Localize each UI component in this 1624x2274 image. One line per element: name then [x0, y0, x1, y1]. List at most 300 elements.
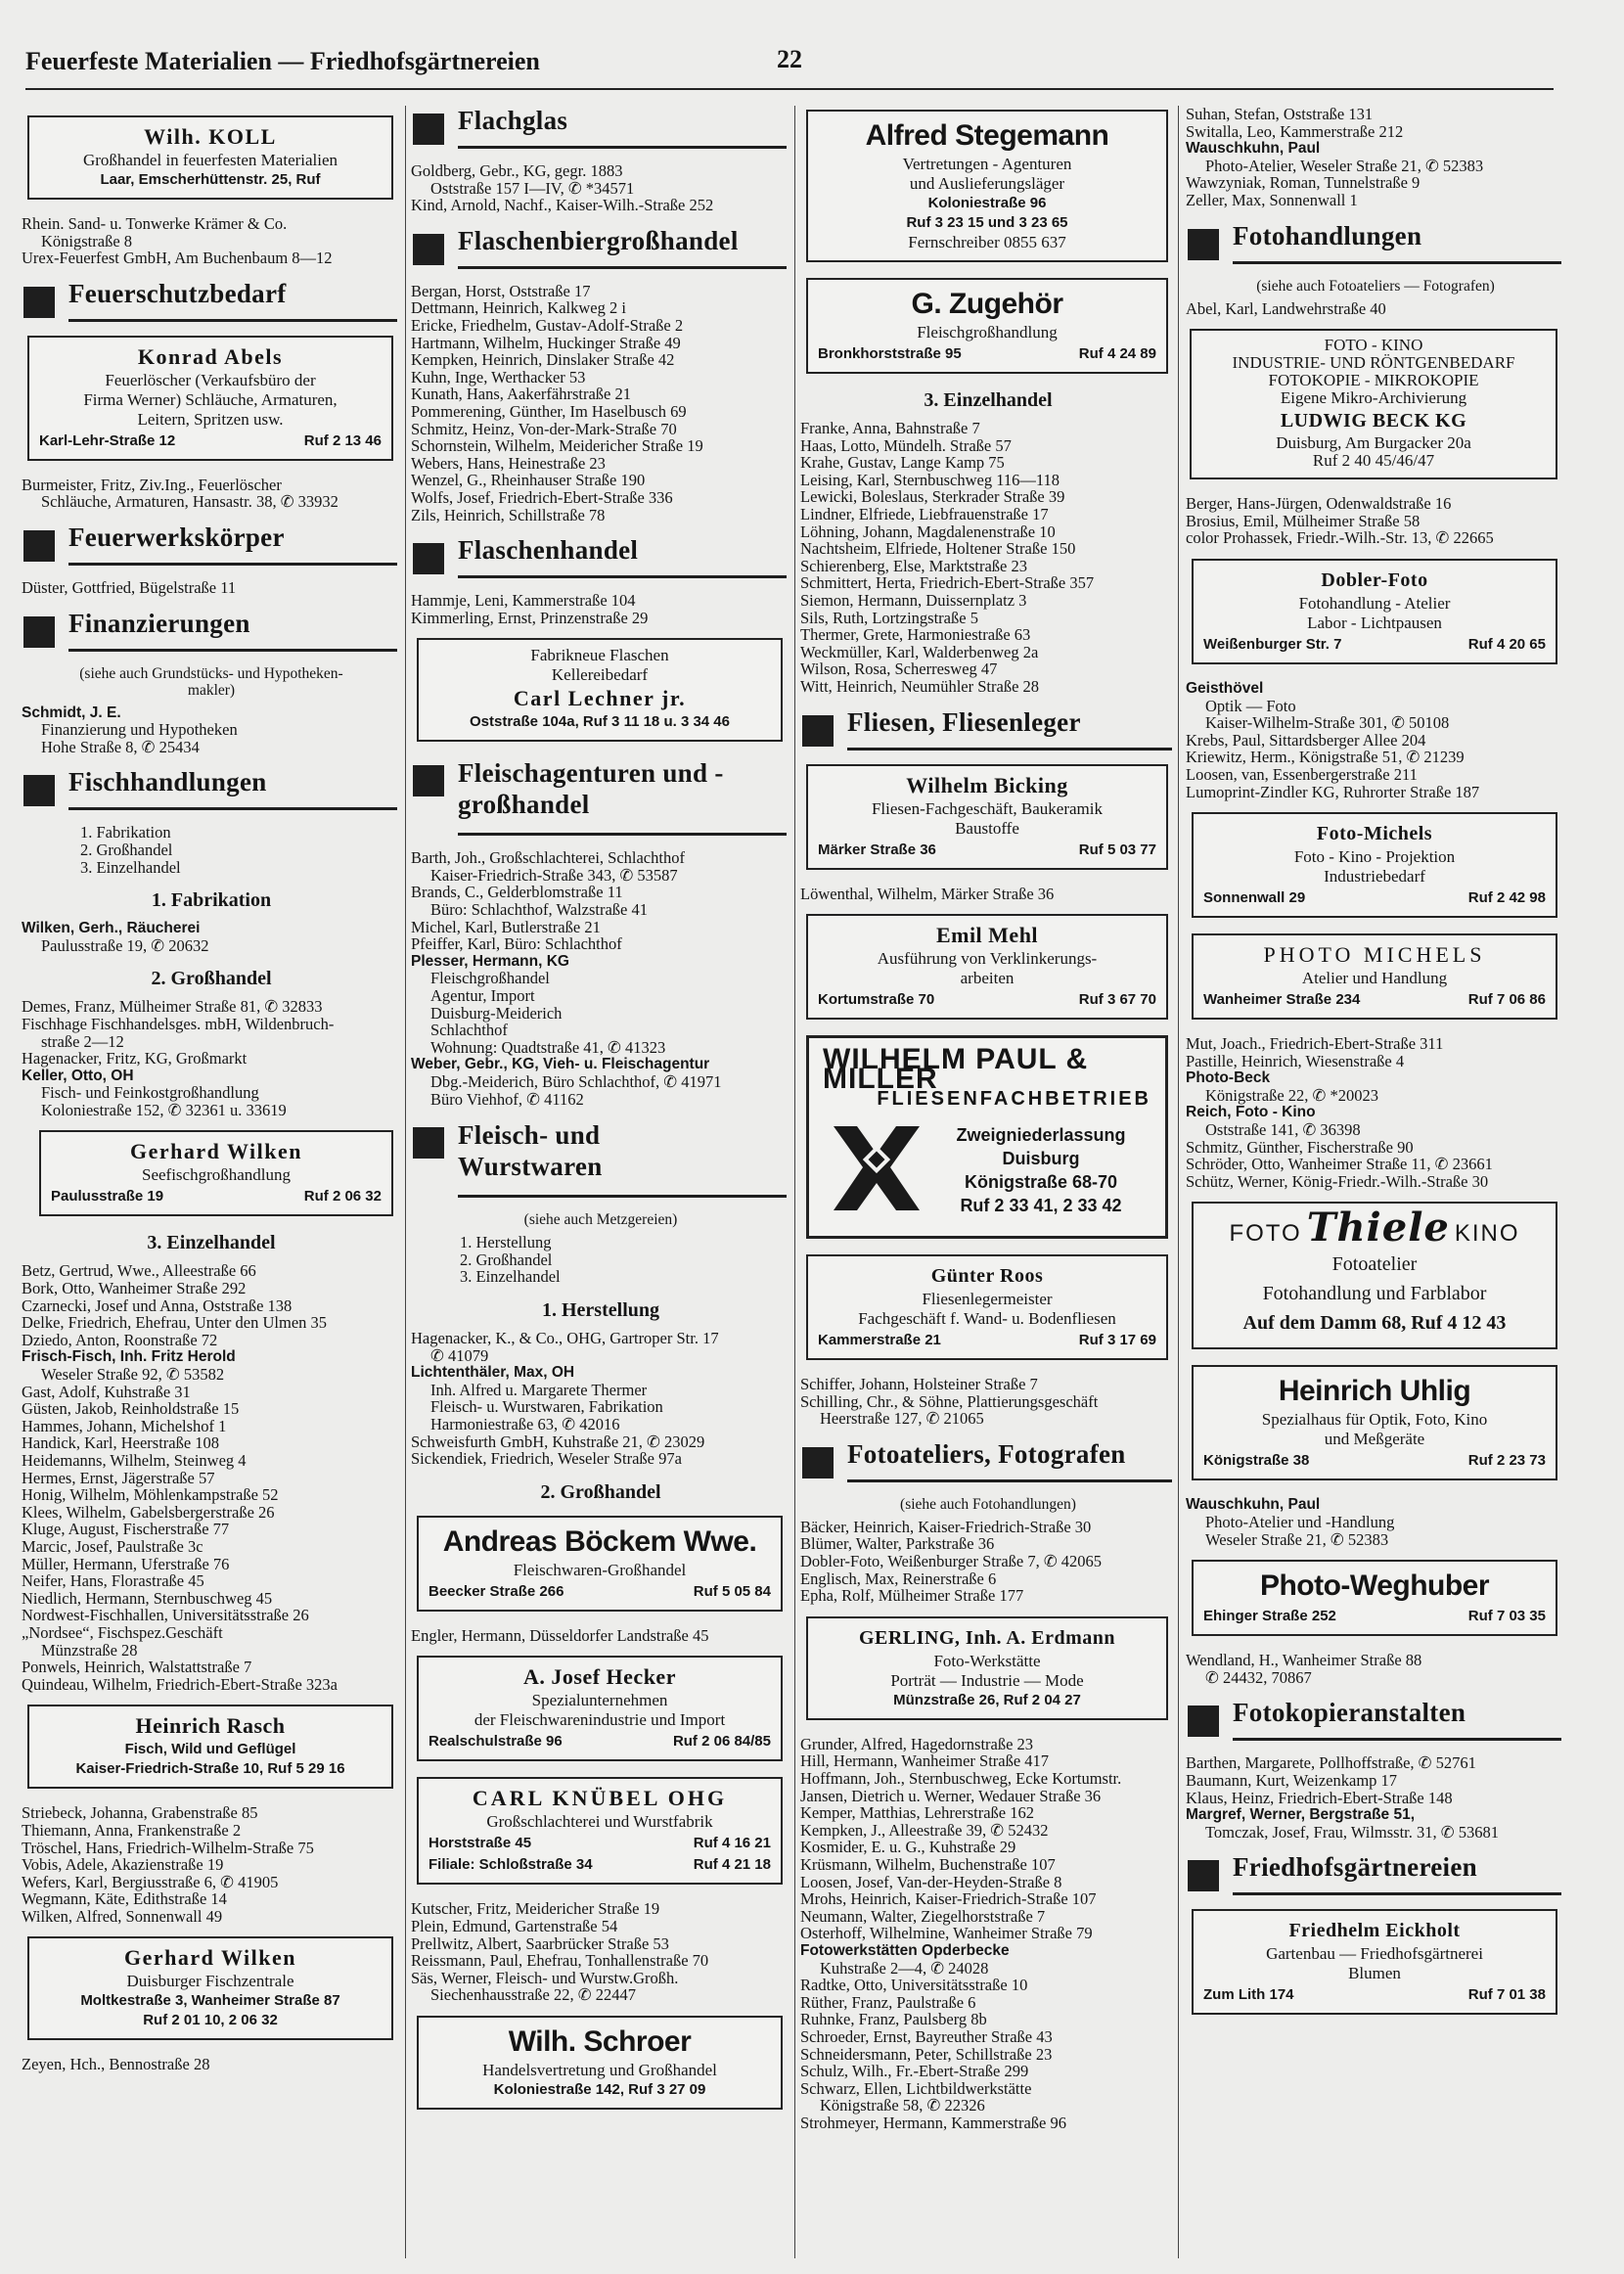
entry-list: [1186, 1754, 1565, 1841]
entry-line: Wenzel, G., Rheinhauser Straße 190: [411, 471, 646, 490]
section-heading: [1186, 1698, 1565, 1743]
ad-phone: Ruf 2 33 41, 2 33 42: [960, 1196, 1122, 1216]
entry-line: Blümer, Walter, Parkstraße 36: [800, 1534, 995, 1554]
entry-line: Nordwest-Fischhallen, Universitätsstraße 26: [22, 1606, 309, 1625]
ad-line: Ausführung von Verklinkerungs-: [877, 949, 1098, 969]
ad-eickholt: [1192, 1909, 1557, 2015]
entry-line: Schröder, Otto, Wanheimer Straße 11, ✆ 23661: [1186, 1155, 1493, 1174]
column-rule: [405, 106, 406, 2258]
section-heading: [411, 226, 790, 271]
ad-line: Kellereibedarf: [551, 665, 649, 685]
entry-continuation: Optik — Foto: [1205, 696, 1296, 715]
ad-line: Gartenbau — Friedhofsgärtnerei: [1266, 1944, 1483, 1964]
entry-line: Prellwitz, Albert, Saarbrücker Straße 53: [411, 1933, 669, 1953]
entry-line: Schütz, Werner, König-Friedr.-Wilh.-Straße 30: [1186, 1171, 1489, 1191]
ad-line: Atelier und Handlung: [1301, 969, 1448, 988]
ad-line: Großschlachterei und Wurstfabrik: [486, 1812, 713, 1832]
entry-line: Hermes, Ernst, Jägerstraße 57: [22, 1468, 215, 1487]
entry-line: Radtke, Otto, Universitätsstraße 10: [800, 1976, 1028, 1995]
section-title: Finanzierungen: [68, 608, 250, 638]
section-title: Fischhandlungen: [68, 767, 267, 797]
entry-line: Thiemann, Anna, Frankenstraße 2: [22, 1820, 242, 1840]
entry-line: Heidemanns, Wilhelm, Steinweg 4: [22, 1451, 247, 1470]
entry-line: Wilson, Rosa, Scherresweg 47: [800, 659, 998, 679]
ad-address: Zum Lith 174: [1203, 1986, 1294, 2004]
ad-phone: Ruf 7 01 38: [1467, 1986, 1546, 2004]
entry-continuation: Wohnung: Quadtstraße 41, ✆ 41323: [430, 1037, 666, 1057]
ad-photo-michels: [1192, 933, 1557, 1020]
section-heading: [22, 279, 401, 324]
ad-line: Baustoffe: [955, 818, 1019, 838]
entry-line: Sils, Ruth, Lortzingstraße 5: [800, 608, 978, 627]
ad-mehl: [806, 914, 1168, 1020]
subsection-list: [22, 824, 401, 876]
subsection-title: 3. Einzelhandel: [924, 389, 1053, 411]
entry-continuation: Königstraße 22, ✆ *20023: [1205, 1085, 1378, 1105]
ad-name: WILHELM PAUL & MILLER: [823, 1043, 1089, 1096]
entry-list: [800, 1736, 1176, 2132]
ad-phone: Ruf 4 21 18: [693, 1856, 771, 1874]
entry-line: Ericke, Friedhelm, Gustav-Adolf-Straße 2: [411, 315, 684, 335]
ad-name: Heinrich Uhlig: [1278, 1375, 1471, 1408]
entry-line: Grunder, Alfred, Hagedornstraße 23: [800, 1734, 1034, 1753]
ad-name: Wilhelm Bicking: [906, 772, 1068, 797]
entry-line: Säs, Werner, Fleisch- und Wurstw.Großh.: [411, 1968, 679, 1987]
ad-name: PHOTO MICHELS: [1263, 942, 1486, 968]
entry-line: Bork, Otto, Wanheimer Straße 292: [22, 1279, 247, 1298]
section-title: Flachglas: [458, 106, 568, 135]
entry-line: Dobler-Foto, Weißenburger Straße 7, ✆ 42065: [800, 1552, 1103, 1571]
ad-address: Königstraße 38: [1203, 1452, 1310, 1470]
entry-line: Striebeck, Johanna, Grabenstraße 85: [22, 1803, 258, 1823]
ad-phone: Ruf 7 03 35: [1467, 1608, 1546, 1625]
entry-list: [411, 849, 790, 1108]
entry-line: Neifer, Hans, Florastraße 45: [22, 1571, 204, 1591]
entry-list: [800, 886, 1176, 903]
entry-list: [22, 579, 401, 597]
entry-line: Keller, Otto, OH: [22, 1067, 134, 1084]
entry-line: Bäcker, Heinrich, Kaiser-Friedrich-Straße 30: [800, 1517, 1092, 1536]
ad-name: CARL KNÜBEL OHG: [472, 1786, 728, 1811]
entry-continuation: Heerstraße 127, ✆ 21065: [820, 1409, 984, 1429]
ad-address: Horststraße 45: [429, 1835, 532, 1852]
entry-line: Neumann, Walter, Ziegelhorststraße 7: [800, 1906, 1046, 1926]
entry-line: Krüsmann, Wilhelm, Buchenstraße 107: [800, 1855, 1056, 1874]
entry-line: Lichtenthäler, Max, OH: [411, 1364, 575, 1382]
column-1: [22, 106, 401, 2258]
column-rule: [794, 106, 795, 2258]
entry-line: Wendland, H., Wanheimer Straße 88: [1186, 1651, 1422, 1670]
ad-name: Wilh. Schroer: [508, 2024, 692, 2058]
entry-list: [22, 215, 401, 267]
entry-line: Berger, Hans-Jürgen, Odenwaldstraße 16: [1186, 494, 1452, 514]
entry-list: [1186, 1496, 1565, 1548]
entry-line: Schornstein, Wilhelm, Meidericher Straße 19: [411, 436, 703, 456]
ad-line: Fabrikneue Flaschen: [530, 646, 669, 665]
section-heading: [800, 1439, 1176, 1484]
ad-roos: [806, 1254, 1168, 1360]
ad-stegemann: [806, 110, 1168, 262]
ad-address: Filiale: Schloßstraße 34: [429, 1856, 593, 1874]
ad-line: Fotohandlung - Atelier: [1298, 593, 1451, 613]
entry-continuation: Hohe Straße 8, ✆ 25434: [41, 737, 200, 756]
entry-list: [22, 2056, 401, 2073]
entry-continuation: ✆ 41079: [430, 1345, 489, 1365]
ad-koll: [27, 115, 393, 200]
ad-name: Dobler-Foto: [1321, 568, 1428, 591]
header-title: Feuerfeste Materialien — Friedhofsgärtnereien: [25, 47, 540, 75]
entry-line: Goldberg, Gebr., KG, gegr. 1883: [411, 161, 623, 180]
section-heading: [1186, 221, 1565, 266]
ad-line: Fachgeschäft f. Wand- u. Bodenfliesen: [858, 1309, 1116, 1329]
entry-line: Kluge, August, Fischerstraße 77: [22, 1520, 230, 1539]
entry-line: Hagenacker, Fritz, KG, Großmarkt: [22, 1049, 248, 1069]
entry-list: [22, 477, 401, 511]
entry-list: [22, 998, 401, 1118]
ad-phone: Ruf 2 06 32: [303, 1188, 382, 1205]
entry-line: Plein, Edmund, Gartenstraße 54: [411, 1916, 618, 1935]
entry-list: [1186, 495, 1565, 547]
entry-line: Burmeister, Fritz, Ziv.Ing., Feuerlöscher: [22, 475, 282, 494]
entry-line: Pastille, Heinrich, Wiesenstraße 4: [1186, 1051, 1405, 1070]
entry-list: [411, 283, 790, 523]
entry-line: Brosius, Emil, Mülheimer Straße 58: [1186, 511, 1421, 530]
entry-line: Handick, Karl, Heerstraße 108: [22, 1433, 220, 1453]
ad-line: und Meßgeräte: [1324, 1430, 1425, 1449]
column-4: [1186, 106, 1565, 2258]
section-title: Flaschenbiergroßhandel: [458, 225, 739, 255]
entry-list: [22, 1262, 401, 1693]
ad-line: Großhandel in feuerfesten Materialien: [82, 151, 338, 169]
ad-line: Industriebedarf: [1324, 867, 1425, 887]
entry-line: Niedlich, Hermann, Sternbuschweg 45: [22, 1588, 273, 1608]
entry-line: Czarnecki, Josef und Anna, Oststraße 138: [22, 1296, 293, 1315]
entry-list: [22, 1804, 401, 1925]
section-heading: [411, 757, 790, 838]
entry-line: „Nordsee“, Fischspez.Geschäft: [22, 1622, 223, 1642]
section-title: Feuerschutzbedarf: [68, 278, 287, 308]
entry-line: Frisch-Fisch, Inh. Fritz Herold: [22, 1348, 236, 1366]
ad-address: Kammerstraße 21: [818, 1332, 941, 1349]
ad-phone: Ruf 4 16 21: [693, 1835, 771, 1852]
ad-address: Ehinger Straße 252: [1203, 1608, 1336, 1625]
entry-line: 1. Herstellung: [460, 1233, 552, 1252]
section-title: Flaschenhandel: [458, 535, 639, 566]
entry-line: Mut, Joach., Friedrich-Ebert-Straße 311: [1186, 1034, 1444, 1054]
entry-line: Strohmeyer, Hermann, Kammerstraße 96: [800, 2113, 1066, 2132]
cross-reference-note: (siehe auch Fotoateliers — Fotografen): [1256, 277, 1495, 295]
entry-list: [1186, 1035, 1565, 1190]
ad-schroer: [417, 2016, 783, 2110]
ad-thiele: [1192, 1202, 1557, 1349]
entry-line: Krahe, Gustav, Lange Kamp 75: [800, 453, 1005, 473]
tile-logo-icon: [823, 1116, 930, 1224]
ad-abels: [27, 336, 393, 461]
entry-line: Englisch, Max, Reinerstraße 6: [800, 1569, 997, 1588]
entry-continuation: Photo-Atelier und -Handlung: [1205, 1513, 1395, 1532]
ad-name: Foto-Michels: [1316, 823, 1433, 845]
section-title: Fleisch- und Wurstwaren: [458, 1120, 603, 1182]
ad-rasch: [27, 1705, 393, 1789]
section-heading: [22, 609, 401, 654]
entry-continuation: Photo-Atelier, Weseler Straße 21, ✆ 52383: [1205, 156, 1484, 175]
entry-line: Schroeder, Ernst, Bayreuther Straße 43: [800, 2026, 1053, 2046]
ad-line: Foto - Kino - Projektion: [1293, 847, 1456, 867]
entry-continuation: Büro Viehhof, ✆ 41162: [430, 1089, 584, 1109]
entry-line: Kempken, J., Alleestraße 39, ✆ 52432: [800, 1820, 1049, 1840]
entry-line: 2. Großhandel: [80, 840, 173, 859]
entry-continuation: Kaiser-Friedrich-Straße 343, ✆ 53587: [430, 865, 678, 885]
ad-line: FOTO - KINO: [1324, 336, 1423, 355]
entry-line: Haas, Lotto, Mündelh. Straße 57: [800, 435, 1012, 455]
entry-continuation: Büro: Schlachthof, Walzstraße 41: [430, 900, 648, 920]
ad-line: Fotoatelier: [1331, 1253, 1418, 1276]
cross-reference-note: (siehe auch Metzgereien): [523, 1211, 678, 1229]
entry-line: Epha, Rolf, Mülheimer Straße 177: [800, 1586, 1024, 1606]
ad-weghuber: [1192, 1560, 1557, 1636]
entry-line: Güsten, Jakob, Reinholdstraße 15: [22, 1399, 240, 1419]
ad-name: Emil Mehl: [935, 923, 1039, 948]
section-heading: [1186, 1852, 1565, 1897]
entry-list: [22, 920, 401, 954]
ad-phone: Ruf 5 05 84: [693, 1582, 771, 1600]
ad-line: Fliesen-Fachgeschäft, Baukeramik: [871, 798, 1104, 818]
ad-phone: Ruf 3 17 69: [1078, 1332, 1156, 1349]
entry-line: Wolfs, Josef, Friedrich-Ebert-Straße 336: [411, 487, 673, 507]
ad-address: Wanheimer Straße 234: [1203, 991, 1361, 1009]
ad-address: Kortumstraße 70: [818, 991, 935, 1009]
ad-line: Firma Werner) Schläuche, Armaturen,: [83, 389, 338, 409]
entry-line: Schweisfurth GmbH, Kuhstraße 21, ✆ 23029: [411, 1432, 705, 1451]
ad-uhlig: [1192, 1365, 1557, 1480]
entry-line: Fotowerkstätten Opderbecke: [800, 1941, 1010, 1959]
entry-line: Kosmider, E. u. G., Kuhstraße 29: [800, 1838, 1016, 1857]
ad-address: Karl-Lehr-Straße 12: [39, 432, 176, 449]
ad-name: G. Zugehör: [911, 288, 1063, 320]
entry-line: Ruhnke, Franz, Paulsberg 8b: [800, 2010, 987, 2029]
entry-list: [800, 1519, 1176, 1605]
ad-line: Blumen: [1348, 1964, 1401, 1983]
entry-line: Demes, Franz, Mülheimer Straße 81, ✆ 32833: [22, 997, 323, 1017]
ad-phone: Ruf 3 67 70: [1078, 991, 1156, 1009]
entry-list: [411, 1900, 790, 2004]
ad-line: Fotohandlung und Farblabor: [1262, 1283, 1487, 1305]
entry-line: Vobis, Adele, Akazienstraße 19: [22, 1855, 224, 1875]
entry-line: Kemper, Matthias, Lehrerstraße 162: [800, 1803, 1034, 1823]
entry-line: Fischhage Fischhandelsges. mbH, Wildenbruch-: [22, 1014, 335, 1033]
entry-continuation: Königstraße 58, ✆ 22326: [820, 2096, 985, 2115]
entry-line: Schiffer, Johann, Holsteiner Straße 7: [800, 1375, 1038, 1394]
subsection-list: [411, 1234, 790, 1286]
ad-phone: Ruf 2 40 45/46/47: [1312, 451, 1435, 471]
entry-line: Kimmerling, Ernst, Prinzenstraße 29: [411, 608, 649, 627]
entry-line: Betz, Gertrud, Wwe., Alleestraße 66: [22, 1261, 256, 1281]
entry-line: Schmittert, Herta, Friedrich-Ebert-Straße 357: [800, 573, 1095, 593]
ad-address: Märker Straße 36: [818, 841, 936, 858]
entry-continuation: Kaiser-Wilhelm-Straße 301, ✆ 50108: [1205, 713, 1450, 733]
entry-line: Lindner, Elfriede, Liebfrauenstraße 17: [800, 504, 1049, 523]
entry-continuation: ✆ 24432, 70867: [1205, 1667, 1312, 1687]
entry-line: Hill, Hermann, Wanheimer Straße 417: [800, 1751, 1050, 1771]
entry-continuation: Agentur, Import: [430, 986, 535, 1006]
section-title: Fotohandlungen: [1233, 220, 1422, 250]
ad-line: Porträt — Industrie — Mode: [890, 1670, 1084, 1690]
entry-line: Webers, Hans, Heinestraße 23: [411, 453, 606, 473]
entry-line: Wilken, Gerh., Räucherei: [22, 920, 201, 937]
ad-wilhelm-paul-miller: [806, 1035, 1168, 1239]
section-title: Fotoateliers, Fotografen: [847, 1438, 1126, 1469]
ad-address: Moltkestraße 3, Wanheimer Straße 87: [80, 1992, 340, 2010]
section-title: Fleischagenturen und -großhandel: [458, 758, 724, 820]
ad-line: Handelsvertretung und Großhandel: [482, 2060, 717, 2079]
ad-address: Laar, Emscherhüttenstr. 25, Ruf: [100, 171, 321, 188]
ad-name: Alfred Stegemann: [865, 119, 1109, 152]
entry-line: Schmitz, Heinz, Von-der-Mark-Straße 70: [411, 419, 677, 438]
entry-line: Nachtsheim, Elfriede, Holtener Straße 150: [800, 539, 1076, 559]
cross-reference-note: (siehe auch Fotohandlungen): [900, 1495, 1076, 1513]
ad-phone: Ruf 2 13 46: [303, 432, 382, 449]
entry-line: Photo-Beck: [1186, 1069, 1271, 1087]
entry-line: Urex-Feuerfest GmbH, Am Buchenbaum 8—12: [22, 249, 333, 268]
entry-list: [411, 1627, 790, 1645]
ad-name: Friedhelm Eickholt: [1288, 1920, 1461, 1942]
section-heading: [411, 1119, 790, 1200]
entry-continuation: Tomczak, Josef, Frau, Wilmsstr. 31, ✆ 53681: [1205, 1822, 1499, 1842]
entry-list: [1186, 680, 1565, 800]
ad-name: GERLING, Inh. A. Erdmann: [858, 1626, 1116, 1649]
entry-line: Hagenacker, K., & Co., OHG, Gartroper Str. 17: [411, 1328, 719, 1347]
entry-continuation: Fleischgroßhandel: [430, 969, 550, 988]
entry-line: 3. Einzelhandel: [460, 1267, 561, 1287]
entry-line: Mrohs, Heinrich, Kaiser-Friedrich-Straße 107: [800, 1889, 1097, 1909]
ad-wilken: [39, 1130, 393, 1216]
ad-tagline: FLIESENFACHBETRIEB: [877, 1088, 1151, 1111]
ad-address: Münzstraße 26, Ruf 2 04 27: [893, 1691, 1081, 1708]
entry-line: Rüther, Franz, Paulstraße 6: [800, 1992, 976, 2012]
subsection-title: 2. Großhandel: [540, 1480, 661, 1503]
entry-line: Wauschkuhn, Paul: [1186, 140, 1321, 158]
column-rule: [1178, 106, 1179, 2258]
entry-line: Baumann, Kurt, Weizenkamp 17: [1186, 1771, 1398, 1790]
entry-line: Kutscher, Fritz, Meidericher Straße 19: [411, 1899, 660, 1919]
subsection-title: 1. Herstellung: [542, 1298, 659, 1321]
ad-name: Günter Roos: [930, 1265, 1044, 1288]
entry-line: Kuhn, Inge, Werthacker 53: [411, 367, 586, 387]
ad-line: Leitern, Spritzen usw.: [137, 409, 284, 429]
ad-address: Weißenburger Str. 7: [1203, 635, 1342, 653]
entry-line: Pfeiffer, Karl, Büro: Schlachthof: [411, 934, 622, 954]
ad-name: Thiele: [1306, 1205, 1450, 1251]
entry-line: Gast, Adolf, Kuhstraße 31: [22, 1382, 191, 1401]
entry-line: Barthen, Margarete, Pollhoffstraße, ✆ 52761: [1186, 1753, 1476, 1773]
ad-ludwig-beck: [1190, 329, 1557, 479]
entry-continuation: Koloniestraße 152, ✆ 32361 u. 33619: [41, 1100, 287, 1119]
ad-address: Paulusstraße 19: [51, 1188, 164, 1205]
subsection-title: 3. Einzelhandel: [147, 1232, 276, 1254]
ad-line: Duisburger Fischzentrale: [126, 1972, 294, 1991]
entry-continuation: Inh. Alfred u. Margarete Thermer: [430, 1380, 648, 1399]
entry-line: Schmidt, J. E.: [22, 704, 121, 721]
section-heading: [411, 535, 790, 580]
subsection-title: 1. Fabrikation: [151, 889, 272, 912]
entry-line: 3. Einzelhandel: [80, 857, 181, 877]
ad-name: Gerhard Wilken: [129, 1139, 303, 1164]
ad-telex: Fernschreiber 0855 637: [908, 233, 1066, 251]
entry-line: Honig, Wilhelm, Möhlenkampstraße 52: [22, 1485, 279, 1505]
ad-line: Seefischgroßhandlung: [141, 1165, 292, 1185]
ad-line: Fleischwaren-Großhandel: [513, 1560, 687, 1579]
entry-line: Osterhoff, Wilhelmine, Wanheimer Straße 79: [800, 1924, 1093, 1943]
section-heading: [411, 106, 790, 151]
entry-line: Löhning, Johann, Magdalenenstraße 10: [800, 522, 1056, 541]
entry-continuation: Weseler Straße 21, ✆ 52383: [1205, 1529, 1389, 1549]
ad-line: Labor - Lichtpausen: [1307, 613, 1442, 632]
entry-line: 1. Fabrikation: [80, 823, 171, 842]
entry-list: [411, 592, 790, 626]
entry-line: Siemon, Hermann, Duissernplatz 3: [800, 590, 1027, 610]
entry-line: Ponwels, Heinrich, Walstattstraße 7: [22, 1658, 252, 1677]
ad-boeckem: [417, 1516, 783, 1612]
ad-lechner: [417, 638, 783, 742]
entry-line: Leising, Karl, Sternbuschweg 116—118: [800, 470, 1060, 489]
entry-line: Thermer, Grete, Harmoniestraße 63: [800, 625, 1031, 645]
ad-line: Spezialhaus für Optik, Foto, Kino: [1261, 1410, 1488, 1430]
ad-line: Foto-Werkstätte: [933, 1651, 1041, 1670]
entry-line: Reissmann, Paul, Ehefrau, Tonhallenstraße 70: [411, 1951, 709, 1971]
page-number: 22: [777, 45, 802, 73]
ad-line: und Auslieferungsläger: [909, 174, 1065, 193]
ad-line: Spezialunternehmen: [531, 1691, 668, 1710]
ad-name: Konrad Abels: [137, 343, 284, 369]
ad-name: A. Josef Hecker: [523, 1664, 676, 1690]
entry-line: Hammje, Leni, Kammerstraße 104: [411, 591, 636, 611]
ad-bicking: [806, 764, 1168, 870]
entry-line: Schierenberg, Else, Marktstraße 23: [800, 556, 1027, 575]
entry-line: Klees, Wilhelm, Gabelsbergerstraße 26: [22, 1502, 275, 1522]
ad-phone: Ruf 2 01 10, 2 06 32: [143, 2012, 278, 2029]
entry-continuation: Schlachthof: [430, 1021, 508, 1040]
entry-line: Weckmüller, Karl, Walderbenweg 2a: [800, 642, 1039, 661]
ad-address: Kaiser-Friedrich-Straße 10, Ruf 5 29 16: [75, 1760, 345, 1778]
ad-line: der Fleischwarenindustrie und Import: [474, 1710, 726, 1730]
entry-line: Switalla, Leo, Kammerstraße 212: [1186, 121, 1404, 141]
entry-line: Witt, Heinrich, Neumühler Straße 28: [800, 676, 1040, 696]
section-heading: [800, 707, 1176, 752]
ad-prefix: FOTO: [1229, 1220, 1302, 1248]
entry-line: 2. Großhandel: [460, 1250, 553, 1269]
ad-foto-michels: [1192, 812, 1557, 918]
ad-address: Koloniestraße 142, Ruf 3 27 09: [493, 2080, 706, 2098]
entry-line: Pommerening, Günther, Im Haselbusch 69: [411, 401, 687, 421]
section-title: Fliesen, Fliesenleger: [847, 706, 1081, 737]
entry-line: Hammes, Johann, Michelshof 1: [22, 1416, 227, 1435]
cross-reference-note: (siehe auch Grundstücks- und Hypotheken- makler): [79, 664, 343, 699]
entry-line: color Prohassek, Friedr.-Wilh.-Str. 13, ✆ 22665: [1186, 528, 1494, 548]
entry-line: Schwarz, Ellen, Lichtbildwerkstätte: [800, 2078, 1032, 2098]
entry-continuation: Fisch- und Feinkostgroßhandlung: [41, 1083, 259, 1103]
ad-phone: Ruf 2 06 84/85: [672, 1733, 771, 1751]
ad-phone: Ruf 2 42 98: [1467, 889, 1546, 907]
entry-list: [411, 1330, 790, 1468]
ad-phone: Ruf 3 23 15 und 3 23 65: [906, 214, 1068, 231]
ad-hecker: [417, 1656, 783, 1761]
entry-line: Wegmann, Käte, Edithstraße 14: [22, 1889, 227, 1909]
entry-line: Barth, Joh., Großschlachterei, Schlachthof: [411, 848, 685, 868]
ad-name: Wilh. KOLL: [144, 124, 277, 149]
entry-continuation: Harmoniestraße 63, ✆ 42016: [430, 1414, 620, 1433]
ad-address: Bronkhorststraße 95: [818, 345, 962, 362]
entry-line: Kind, Arnold, Nachf., Kaiser-Wilh.-Straße 252: [411, 196, 714, 215]
